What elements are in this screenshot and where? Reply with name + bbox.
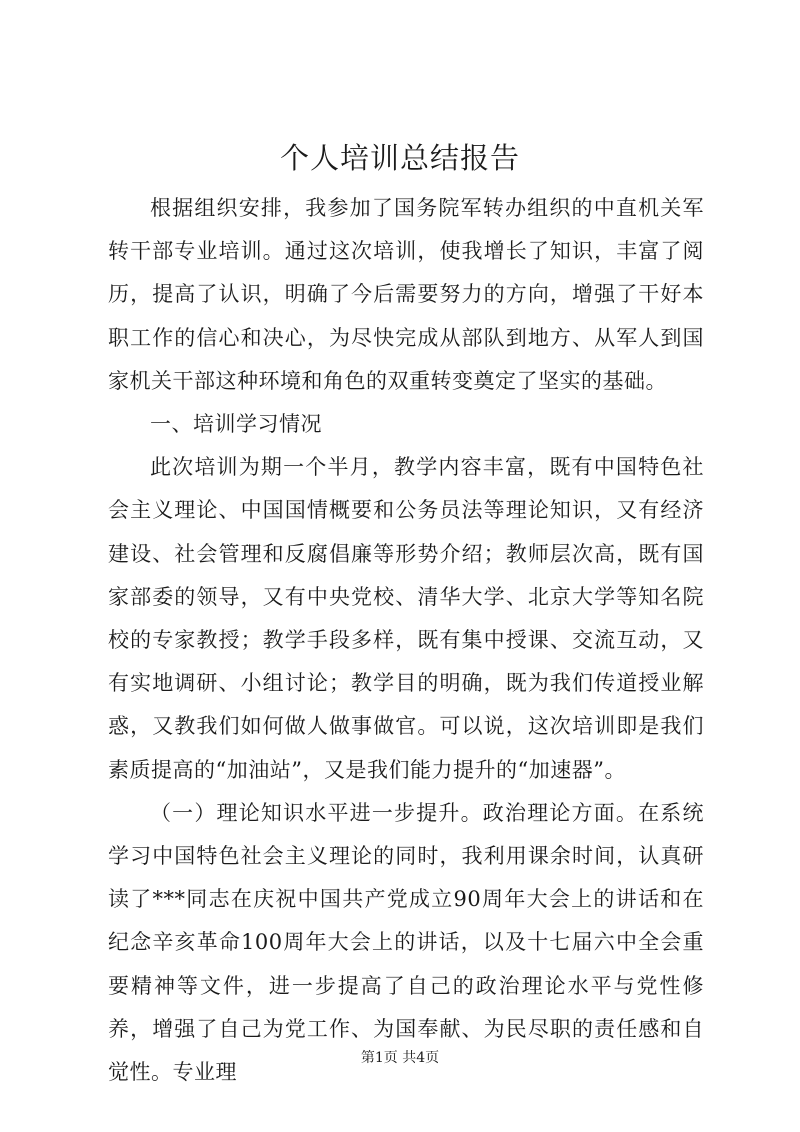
paragraph-theory-knowledge: （一）理论知识水平进一步提升。政治理论方面。在系统学习中国特色社会主义理论的同时，我利用课余时间，认真研读了***同志在庆祝中国共产党成立90周年大会上的讲话和在纪念辛亥革命100周年大会上的讲话，以及十七届六中全会重要精神等文件，进一步提高了自己的政治理论水平与党性修养，增强了自己为党工作、为国奉献、为民尽职的责任感和自觉性。专业理 [108, 800, 704, 1085]
paragraph-intro: 根据组织安排，我参加了国务院军转办组织的中直机关军转干部专业培训。通过这次培训，使我增长了知识，丰富了阅历，提高了认识，明确了今后需要努力的方向，增强了干好本职工作的信心和决心，为尽快完成从部队到地方、从军人到国家机关干部这种环境和角色的双重转变奠定了坚实的基础。 [108, 196, 704, 393]
page-footer: 第1页 共4页 [360, 1050, 440, 1066]
document-body [108, 187, 704, 1094]
page-title: 个人培训总结报告 [279, 141, 520, 175]
paragraph-training-overview: 此次培训为期一个半月，教学内容丰富，既有中国特色社会主义理论、中国国情概要和公务员法等理论知识，又有经济建设、社会管理和反腐倡廉等形势介绍；教师层次高，既有国家部委的领导，又有中央党校、清华大学、北京大学等知名院校的专家教授；教学手段多样，既有集中授课、交流互动，又有实地调研、小组讨论；教学目的明确，既为我们传道授业解惑，又教我们如何做人做事做官。可以说，这次培训即是我们素质提高的“加油站”，又是我们能力提升的“加速器”。 [108, 455, 704, 782]
section-heading: 一、培训学习情况 [150, 412, 322, 437]
